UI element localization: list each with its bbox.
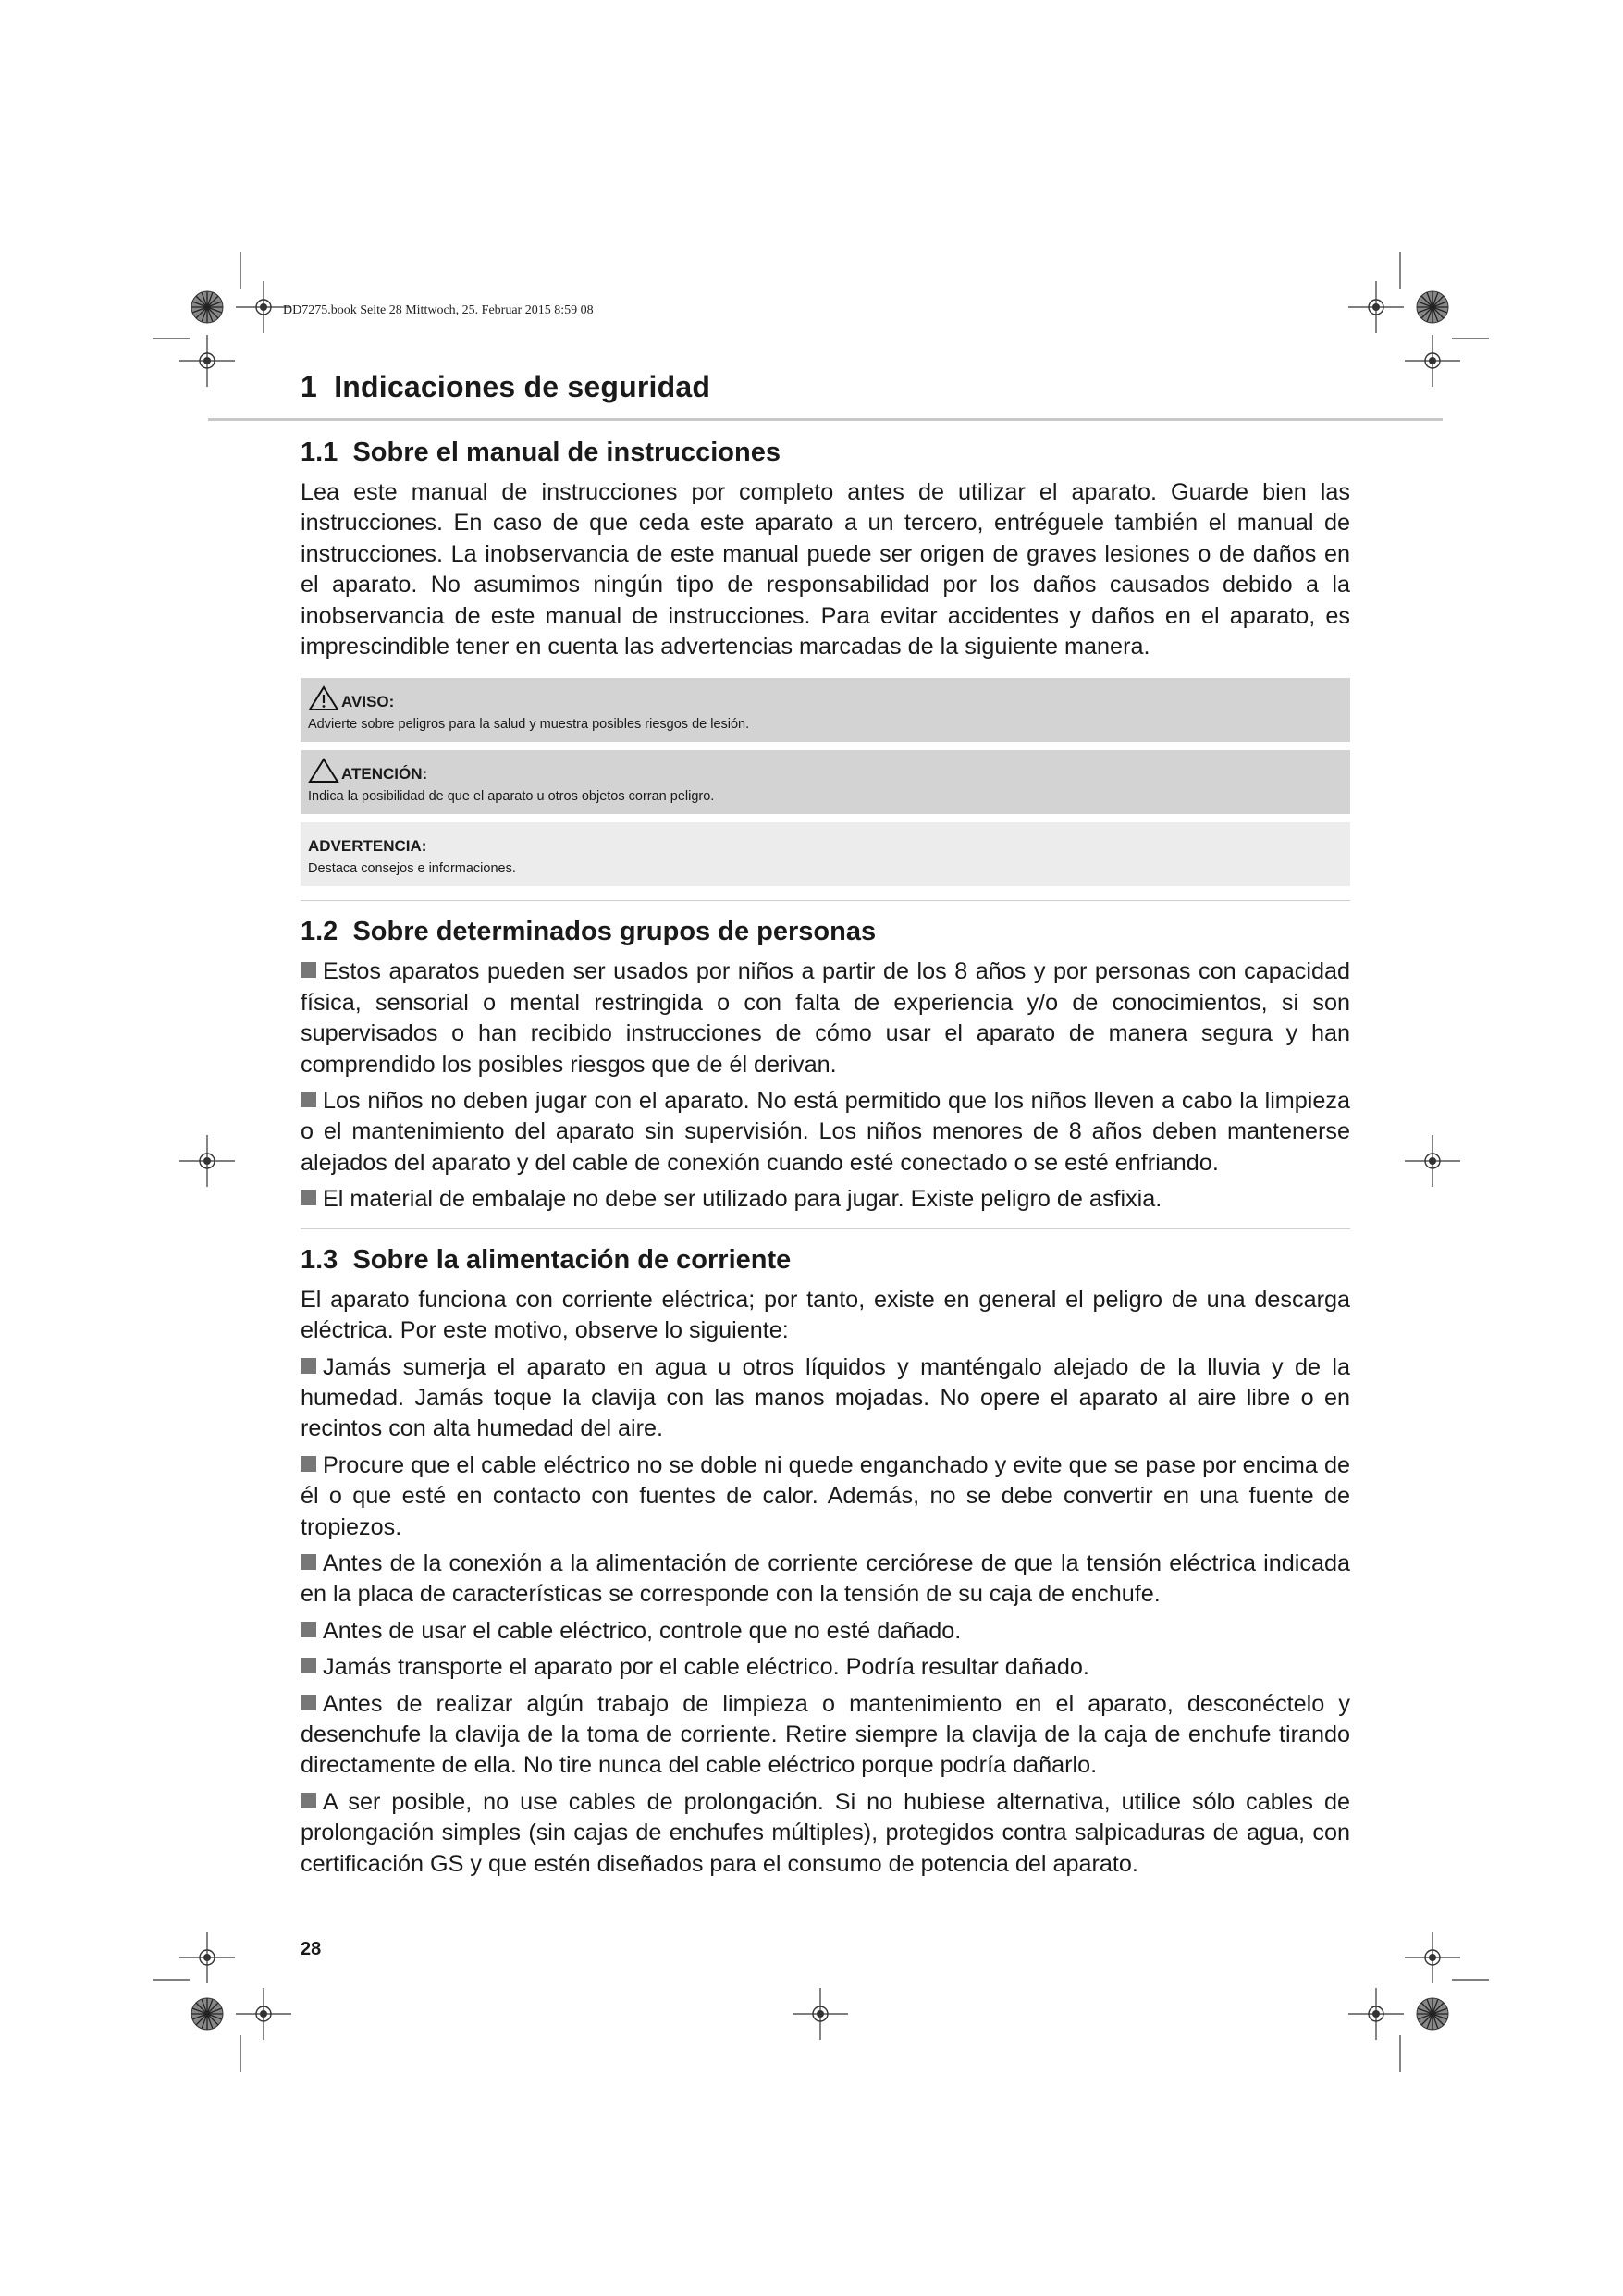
list-item: Antes de usar el cable eléctrico, controle que no esté dañado. [301,1616,1350,1647]
square-bullet-icon [301,1190,316,1205]
square-bullet-icon [301,962,316,978]
square-bullet-icon [301,1622,316,1637]
starburst-mark-icon [191,291,223,323]
notice-text: Destaca consejos e informaciones. [308,861,516,877]
notice-text: Advierte sobre peligros para la salud y muestra posibles riesgos de lesión. [308,717,750,733]
chapter-divider [208,418,1443,421]
section-title [301,438,1350,468]
notice-label-text: ADVERTENCIA: [308,837,427,856]
starburst-mark-icon [191,1998,223,2030]
chapter-number: 1 [301,370,317,403]
section-1-3 [301,1245,1350,1880]
square-bullet-icon [301,1658,316,1673]
notice-label [308,830,1343,856]
registration-cross-icon [236,1988,291,2040]
file-meta-header: DD7275.book Seite 28 Mittwoch, 25. Februar 2015 8:59 08 [283,303,594,317]
list-item: Estos aparatos pueden ser usados por niños a partir de los 8 años y por personas con capacidad física, sensorial o mental restringida o con falta de experiencia y/o de conocimientos, si son supervisados o han recibido instrucciones de cómo usar el aparato de manera segura y han comprendido los posibles riesgos que de él derivan. [301,958,1350,1078]
registration-cross-icon [179,1135,235,1187]
square-bullet-icon [301,1358,316,1374]
square-bullet-icon [301,1092,316,1107]
registration-cross-icon [1348,1988,1404,2040]
list-item: Antes de realizar algún trabajo de limpieza o mantenimiento en el aparato, desconéctelo y desenchufe la clavija de la toma de corriente. Retire siempre la clavija de la caja de enchufe tirando directamente de ella. No tire nunca del cable eléctrico porque podría dañarlo. [301,1690,1350,1779]
registration-cross-icon [179,335,235,387]
section-paragraph: Lea este manual de instrucciones por completo antes de utilizar el aparato. Guarde bien las instrucciones. En caso de que ceda este aparato a un tercero, entréguele también el manual de instrucciones. La inobservancia de este manual puede ser origen de graves lesiones o de daños en el aparato. No asumimos ningún tipo de responsabilidad por los daños causados debido a la inobservancia de este manual de instrucciones. Para evitar accidentes y daños en el aparato, es imprescindible tener en cuenta las advertencias marcadas de la siguiente manera. [301,479,1350,660]
warning-triangle-icon [308,685,339,711]
section-title [301,1245,1350,1276]
list-item: Jamás sumerja el aparato en agua u otros líquidos y manténgalo alejado de la lluvia y de la humedad. Jamás toque la clavija con las manos mojadas. No opere el aparato al aire libre o en recintos con alta humedad del aire. [301,1353,1350,1442]
notice-label-text: AVISO: [341,693,395,711]
notice-text: Indica la posibilidad de que el aparato u otros objetos corran peligro. [308,789,715,805]
notice-label [308,685,1343,711]
chapter-title [301,370,1350,421]
section-paragraph: El aparato funciona con corriente eléctrica; por tanto, existe en general el peligro de una descarga eléctrica. Por este motivo, observe lo siguiente: [301,1286,1350,1344]
section-number: 1.2 [301,917,338,947]
chapter-header [301,370,1350,421]
list-item: El material de embalaje no debe ser utilizado para jugar. Existe peligro de asfixia. [301,1184,1350,1215]
registration-cross-icon [179,1932,235,1983]
page-number: 28 [301,1939,322,1959]
notice-label [308,758,1343,784]
section-1-1 [301,438,1350,901]
square-bullet-icon [301,1456,316,1472]
section-title-text: Sobre la alimentación de corriente [352,1244,792,1275]
list-item: Jamás transporte el aparato por el cable eléctrico. Podría resultar dañado. [301,1652,1350,1683]
page-content [301,370,1350,1885]
notice-aviso [301,678,1350,742]
chapter-title-text: Indicaciones de seguridad [334,370,711,403]
section-divider [301,1228,1350,1229]
section-title-text: Sobre determinados grupos de personas [352,917,877,947]
starburst-mark-icon [1417,1998,1448,2030]
caution-triangle-icon [308,758,339,784]
notice-atencion [301,750,1350,814]
list-item: Antes de la conexión a la alimentación de corriente cerciórese de que la tensión eléctrica indicada en la placa de características se corresponde con la tensión de su caja de enchufe. [301,1549,1350,1608]
notice-advertencia [301,822,1350,886]
registration-cross-icon [1405,1135,1460,1187]
section-title-text: Sobre el manual de instrucciones [352,438,781,467]
square-bullet-icon [301,1793,316,1808]
square-bullet-icon [301,1554,316,1570]
section-number: 1.3 [301,1244,338,1275]
notice-label-text: ATENCIÓN: [341,765,428,784]
section-number: 1.1 [301,438,338,467]
list-item: Procure que el cable eléctrico no se doble ni quede enganchado y evite que se pase por encima de él o que esté en contacto con fuentes de calor. Además, no se debe convertir en una fuente de tropiezos. [301,1451,1350,1540]
registration-cross-icon [1348,281,1404,333]
registration-cross-icon [1405,1932,1460,1983]
starburst-mark-icon [1417,291,1448,323]
list-item: Los niños no deben jugar con el aparato. No está permitido que los niños lleven a cabo la limpieza o el mantenimiento del aparato sin supervisión. Los niños menores de 8 años deben mantenerse alejados del aparato y del cable de conexión cuando esté conectado o se esté enfriando. [301,1088,1350,1176]
registration-cross-icon [793,1988,848,2040]
section-1-2 [301,917,1350,1228]
list-item: A ser posible, no use cables de prolongación. Si no hubiese alternativa, utilice sólo cables de prolongación simples (sin cajas de enchufes múltiples), protegidos contra salpicaduras de agua, con certificación GS y que estén diseñados para el consumo de potencia del aparato. [301,1788,1350,1877]
section-title [301,917,1350,947]
section-divider [301,900,1350,901]
square-bullet-icon [301,1695,316,1710]
registration-cross-icon [1405,335,1460,387]
